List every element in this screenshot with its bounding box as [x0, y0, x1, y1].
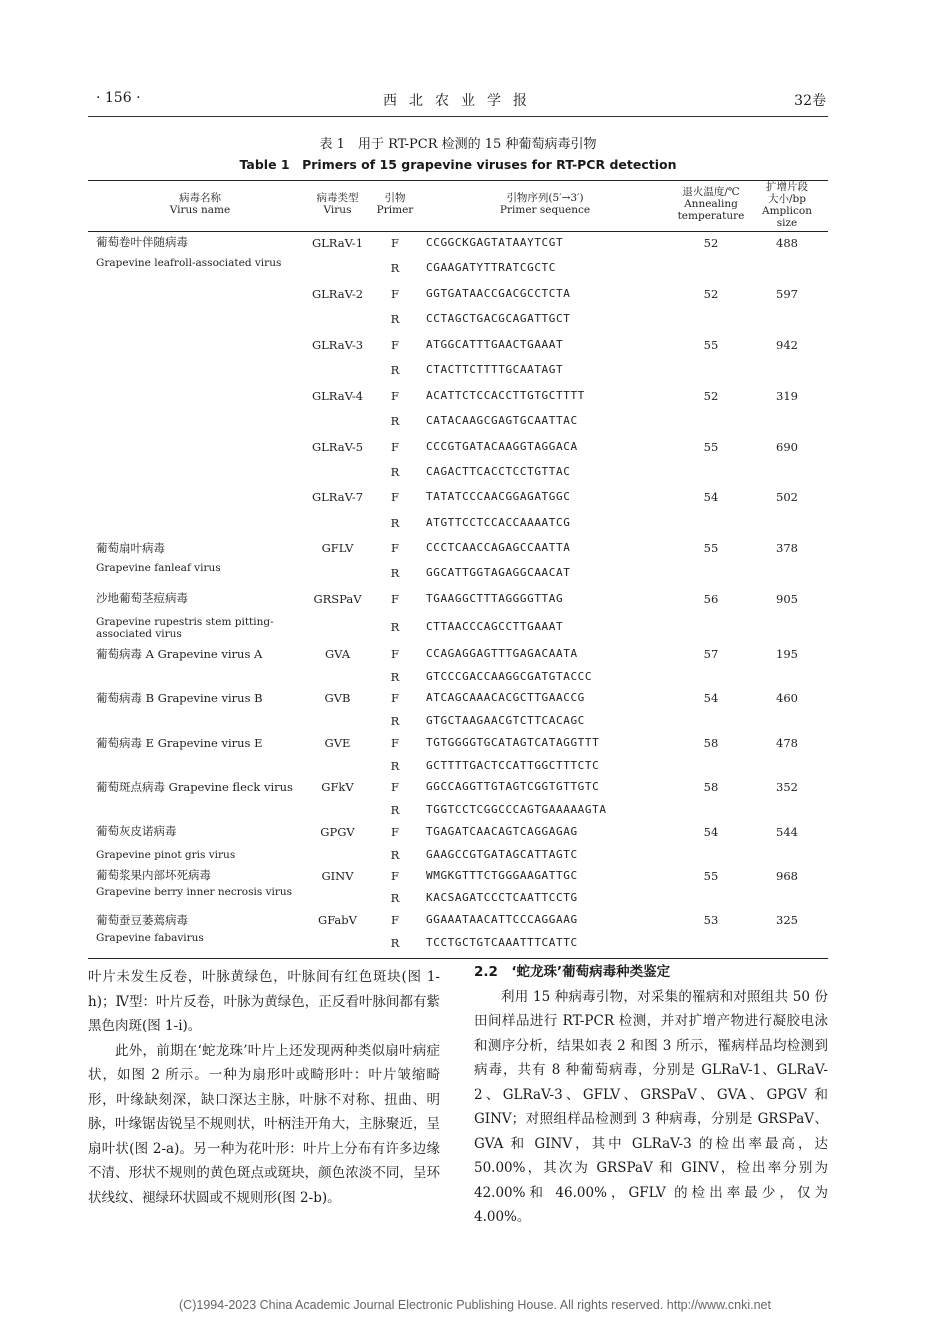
annealing-temp-cell: 55 [703, 338, 719, 352]
primer-sequence-cell: CATACAAGCGAGTGCAATTAC [426, 414, 578, 427]
virus-name-cn: 葡萄病毒 E Grapevine virus E [96, 736, 263, 750]
amplicon-size-cell: 905 [776, 592, 798, 606]
primer-cell: F [391, 691, 399, 705]
virus-name-cn: 葡萄卷叶伴随病毒 [96, 235, 188, 249]
primer-cell: R [390, 714, 400, 728]
virus-name-en: Grapevine rupestris stem pitting- [96, 616, 274, 628]
primer-sequence-cell: GGCCAGGTTGTAGTCGGTGTTGTC [426, 780, 600, 793]
virus-name-cn: 葡萄浆果内部坏死病毒 [96, 868, 211, 882]
annealing-temp-cell: 55 [703, 541, 719, 555]
paragraph: 此外，前期在‘蛇龙珠’叶片上还发现两种类似扇叶病症状，如图 2 所示。一种为扇形叶或畸形叶：叶片皱缩畸形，叶缘缺刻深，缺口深达主脉，叶脉不对称、扭曲、明脉，叶缘锯齿锐呈不规则状，叶柄洼开角大，主脉聚近，呈扇叶状(图 2-a)。另一种为花叶形：叶片上分布有许多边缘不清、形状不规则的黄色斑点或斑块，颜色浓淡不同，呈环状线纹、褪绿环状圆或不规则形(图 2-b)。 [88, 1042, 440, 1206]
virus-name-cn: 葡萄斑点病毒 Grapevine fleck virus [96, 780, 293, 794]
virus-name-en: Grapevine leafroll-associated virus [96, 257, 282, 269]
primer-cell: R [390, 261, 400, 275]
table-caption-cn: 表 1 用于 RT-PCR 检测的 15 种葡萄病毒引物 [319, 137, 597, 152]
primer-cell: R [390, 891, 400, 905]
primer-sequence-cell: CTTAACCCAGCCTTGAAAT [426, 620, 564, 633]
primer-cell: R [390, 414, 400, 428]
virus-type-cell: GLRaV-1 [311, 236, 364, 250]
annealing-temp-cell: 52 [703, 389, 719, 403]
annealing-temp-cell: 54 [703, 691, 719, 705]
primer-cell: R [390, 465, 400, 479]
primer-sequence-cell: GCTTTTGACTCCATTGGCTTTCTC [426, 759, 600, 772]
primer-cell: F [391, 236, 399, 250]
primer-cell: F [391, 592, 399, 606]
primer-cell: F [391, 338, 399, 352]
virus-type-cell: GFabV [318, 913, 357, 927]
header-annealing-temp: 退火温度/℃ Annealing temperature [677, 186, 745, 222]
primer-cell: F [391, 913, 399, 927]
virus-type-cell: GFLV [321, 541, 354, 555]
primer-cell: F [391, 780, 399, 794]
paragraph: 叶片未发生反卷，叶脉黄绿色，叶脉间有红色斑块(图 1-h)；Ⅳ型：叶片反卷，叶脉为黄绿色，正反看叶脉间都有紫黑色肉斑(图 1-i)。 [88, 969, 440, 1034]
annealing-temp-cell: 58 [703, 736, 719, 750]
primer-sequence-cell: TCCTGCTGTCAAATTTCATTC [426, 936, 578, 949]
header-primer: 引物 Primer [376, 192, 414, 216]
virus-name-cn: 葡萄蚕豆萎蔫病毒 [96, 913, 188, 927]
primer-cell: R [390, 312, 400, 326]
primer-sequence-cell: CCGGCKGAGTATAAYTCGT [426, 236, 564, 249]
table-caption-en: Table 1 Primers of 15 grapevine viruses for RT-PCR detection [239, 157, 677, 172]
primer-cell: R [390, 620, 400, 634]
primer-cell: R [390, 516, 400, 530]
virus-type-cell: GLRaV-2 [311, 287, 364, 301]
primer-cell: R [390, 363, 400, 377]
amplicon-size-cell: 352 [776, 780, 798, 794]
primer-sequence-cell: CCCGTGATACAAGGTAGGACA [426, 440, 578, 453]
virus-type-cell: GVE [324, 736, 351, 750]
primer-sequence-cell: ATGGCATTTGAACTGAAAT [426, 338, 564, 351]
primer-sequence-cell: TATATCCCAACGGAGATGGC [426, 490, 571, 503]
primer-sequence-cell: CTACTTCTTTTGCAATAGT [426, 363, 564, 376]
primer-sequence-cell: KACSAGATCCCTCAATTCCTG [426, 891, 578, 904]
section-heading: 2.2 ‘蛇龙珠’葡萄病毒种类鉴定 [474, 964, 671, 980]
virus-name-en: Grapevine fabavirus [96, 932, 204, 944]
page-number: · 156 · [96, 90, 141, 106]
primer-sequence-cell: TGAAGGCTTTAGGGGTTAG [426, 592, 564, 605]
header-virus-name: 病毒名称 Virus name [169, 192, 231, 216]
primer-sequence-cell: GAAGCCGTGATAGCATTAGTC [426, 848, 578, 861]
table-top-rule [88, 180, 828, 181]
primer-cell: F [391, 490, 399, 504]
primer-sequence-cell: TGGTCCTCGGCCCAGTGAAAAAGTA [426, 803, 607, 816]
annealing-temp-cell: 57 [703, 647, 719, 661]
annealing-temp-cell: 54 [703, 490, 719, 504]
primer-cell: R [390, 670, 400, 684]
annealing-temp-cell: 52 [703, 287, 719, 301]
primer-sequence-cell: CCCTCAACCAGAGCCAATTA [426, 541, 571, 554]
virus-type-cell: GVB [324, 691, 351, 705]
table-bottom-rule [88, 958, 828, 959]
primer-cell: R [390, 936, 400, 950]
virus-name-en: Grapevine berry inner necrosis virus [96, 886, 293, 898]
virus-name-en: Grapevine fanleaf virus [96, 562, 221, 574]
primer-cell: F [391, 647, 399, 661]
amplicon-size-cell: 690 [776, 440, 798, 454]
header-primer-sequence: 引物序列(5′→3′) Primer sequence [499, 192, 591, 216]
primer-sequence-cell: ACATTCTCCACCTTGTGCTTTT [426, 389, 585, 402]
left-column [88, 965, 440, 1210]
copyright-footer: (C)1994-2023 China Academic Journal Electronic Publishing House. All rights reserved. http://www.cnki.net [179, 1298, 771, 1312]
primer-sequence-cell: CAGACTTCACCTCCTGTTAC [426, 465, 571, 478]
table-header-rule [88, 231, 828, 232]
virus-type-cell: GLRaV-4 [311, 389, 364, 403]
amplicon-size-cell: 488 [776, 236, 798, 250]
primer-sequence-cell: GGTGATAACCGACGCCTCTA [426, 287, 571, 300]
amplicon-size-cell: 195 [776, 647, 798, 661]
journal-title: 西北农业学报 [383, 93, 539, 109]
primer-sequence-cell: ATCAGCAAACACGCTTGAACCG [426, 691, 585, 704]
volume-label: 32卷 [794, 93, 826, 109]
virus-name-en: associated virus [96, 628, 182, 640]
primer-sequence-cell: ATGTTCCTCCACCAAAATCG [426, 516, 571, 529]
primer-sequence-cell: CCAGAGGAGTTTGAGACAATA [426, 647, 578, 660]
annealing-temp-cell: 55 [703, 440, 719, 454]
virus-name-cn: 沙地葡萄茎痘病毒 [96, 591, 188, 605]
amplicon-size-cell: 502 [776, 490, 798, 504]
primer-cell: F [391, 389, 399, 403]
amplicon-size-cell: 460 [776, 691, 798, 705]
annealing-temp-cell: 54 [703, 825, 719, 839]
primer-cell: F [391, 440, 399, 454]
annealing-temp-cell: 55 [703, 869, 719, 883]
header-amplicon-size: 扩增片段 大小/bp Amplicon size [762, 181, 812, 229]
annealing-temp-cell: 56 [703, 592, 719, 606]
virus-type-cell: GPGV [320, 825, 355, 839]
primer-sequence-cell: GGCATTGGTAGAGGCAACAT [426, 566, 571, 579]
primer-cell: R [390, 848, 400, 862]
amplicon-size-cell: 378 [776, 541, 798, 555]
virus-type-cell: GFkV [321, 780, 354, 794]
virus-name-cn: 葡萄病毒 B Grapevine virus B [96, 691, 263, 705]
virus-type-cell: GLRaV-5 [311, 440, 364, 454]
virus-name-cn: 葡萄病毒 A Grapevine virus A [96, 647, 263, 661]
amplicon-size-cell: 597 [776, 287, 798, 301]
virus-type-cell: GLRaV-3 [311, 338, 364, 352]
primer-sequence-cell: CGAAGATYTTRATCGCTC [426, 261, 557, 274]
virus-type-cell: GINV [321, 869, 354, 883]
right-column [474, 960, 828, 1230]
amplicon-size-cell: 942 [776, 338, 798, 352]
annealing-temp-cell: 53 [703, 913, 719, 927]
virus-type-cell: GVA [324, 647, 351, 661]
primer-cell: F [391, 287, 399, 301]
primer-cell: R [390, 803, 400, 817]
primer-sequence-cell: CCTAGCTGACGCAGATTGCT [426, 312, 571, 325]
primer-sequence-cell: GTCCCGACCAAGGCGATGTACCC [426, 670, 593, 683]
amplicon-size-cell: 544 [776, 825, 798, 839]
primer-sequence-cell: TGAGATCAACAGTCAGGAGAG [426, 825, 578, 838]
virus-type-cell: GLRaV-7 [311, 490, 364, 504]
primer-sequence-cell: GGAAATAACATTCCCAGGAAG [426, 913, 578, 926]
header-virus-type: 病毒类型 Virus [316, 192, 359, 216]
virus-name-cn: 葡萄灰皮诺病毒 [96, 824, 177, 838]
primer-cell: F [391, 736, 399, 750]
virus-name-en: Grapevine pinot gris virus [96, 849, 236, 861]
primer-cell: R [390, 759, 400, 773]
primer-cell: F [391, 869, 399, 883]
primer-cell: F [391, 541, 399, 555]
annealing-temp-cell: 52 [703, 236, 719, 250]
primer-sequence-cell: TGTGGGGTGCATAGTCATAGGTTT [426, 736, 600, 749]
running-header [96, 90, 826, 114]
primer-cell: F [391, 825, 399, 839]
header-rule [88, 116, 828, 117]
amplicon-size-cell: 968 [776, 869, 798, 883]
primer-sequence-cell: GTGCTAAGAACGTCTTCACAGC [426, 714, 585, 727]
primer-sequence-cell: WMGKGTTTCTGGGAAGATTGC [426, 869, 578, 882]
virus-type-cell: GRSPaV [313, 592, 362, 606]
amplicon-size-cell: 478 [776, 736, 798, 750]
amplicon-size-cell: 325 [776, 913, 798, 927]
annealing-temp-cell: 58 [703, 780, 719, 794]
paragraph: 利用 15 种病毒引物，对采集的罹病和对照组共 50 份田间样品进行 RT-PCR 检测，并对扩增产物进行凝胶电泳和测序分析，结果如表 2 和图 3 所示，罹病样品均检测到病毒，共有 8 种葡萄病毒，分别是 GLRaV-1、GLRaV-2、GLRaV-3、GFLV、GRSPaV、GVA、GPGV 和 GINV；对照组样品检测到 3 种病毒，分别是 GRSPaV、GVA 和 GINV，其中 GLRaV-3 的检出率最高，达 50.00%，其次为 GRSPaV 和 GINV，检出率分别为 42.00%和 46.00%，GFLV 的检出率最少，仅为 4.00%。 [474, 988, 828, 1225]
amplicon-size-cell: 319 [776, 389, 798, 403]
primer-cell: R [390, 566, 400, 580]
virus-name-cn: 葡萄扇叶病毒 [96, 541, 165, 555]
